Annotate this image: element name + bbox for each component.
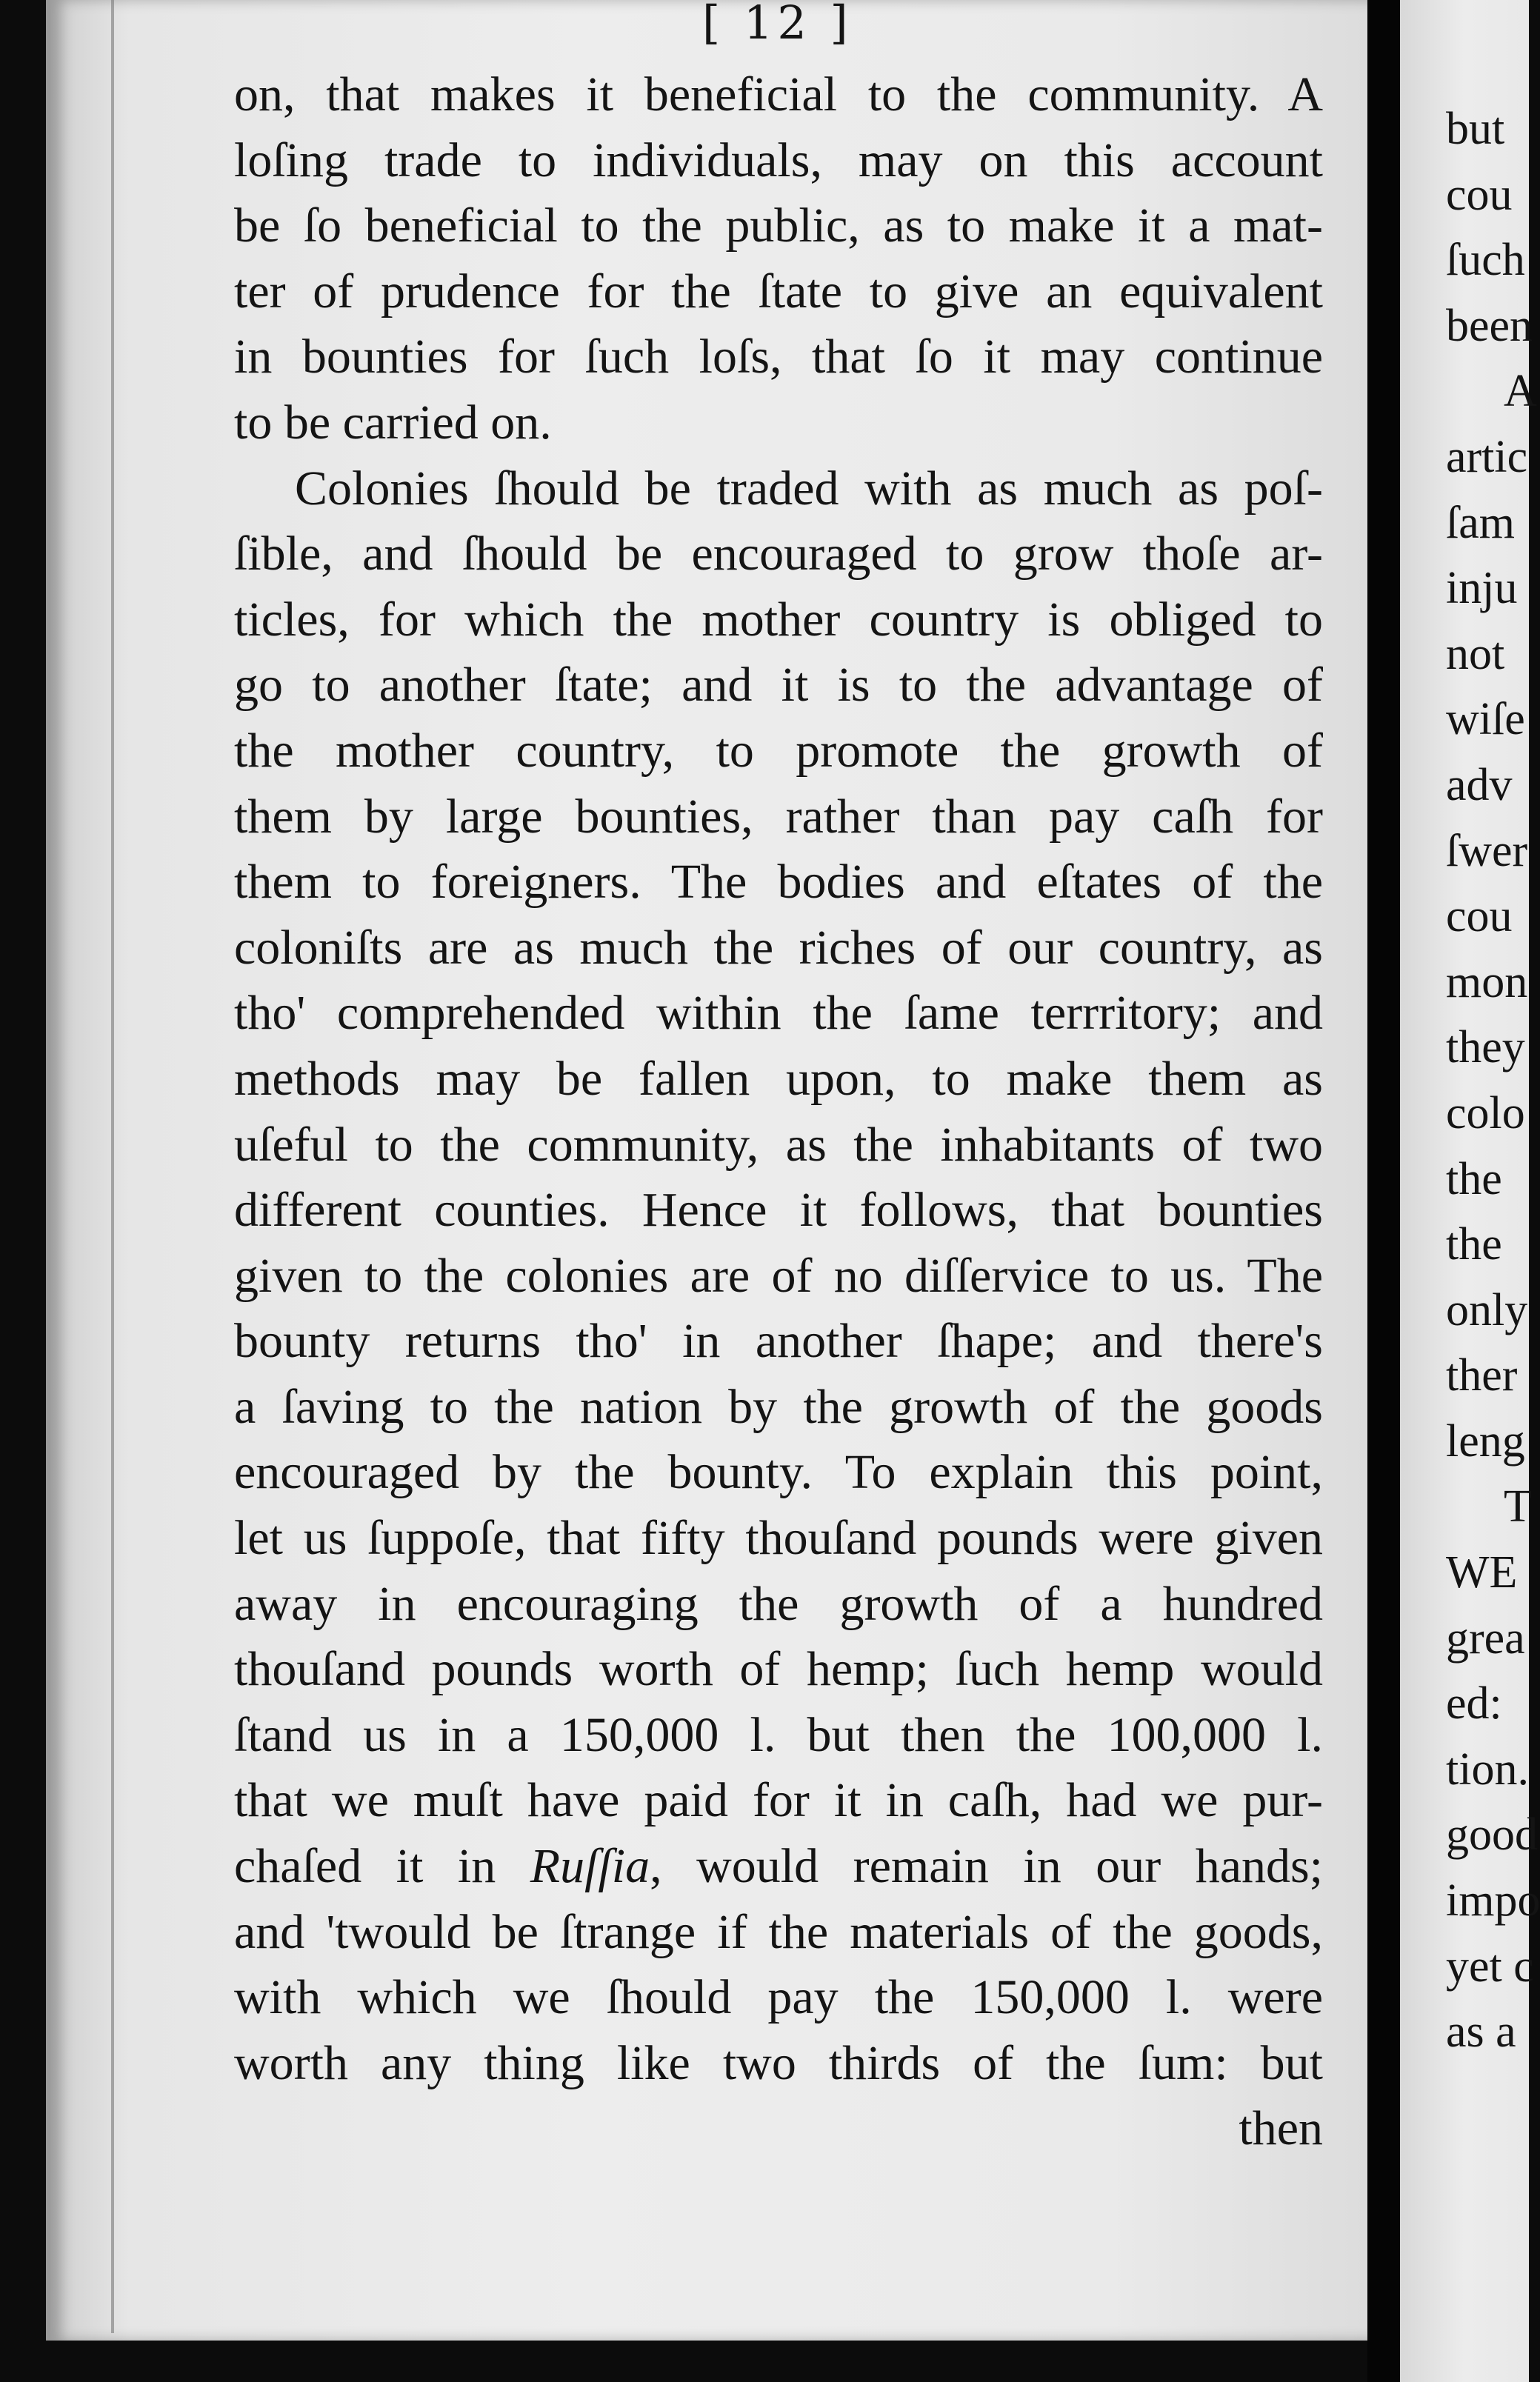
text-line-24: away in encouraging the growth of a hundred — [234, 1576, 1323, 1631]
text-line-8: ſible, and ſhould be encouraged to grow thoſe ar- — [234, 527, 1323, 581]
fragment-line: only — [1446, 1284, 1528, 1335]
fragment-line: A — [1504, 366, 1537, 417]
italic-place-name: Ruſſia — [530, 1839, 650, 1894]
fragment-line: good — [1446, 1809, 1538, 1861]
text-line-27: that we muſt have paid for it in caſh, had we pur- — [234, 1773, 1323, 1828]
text-line-15: tho' comprehended within the ſame terrritory; and — [234, 986, 1323, 1041]
fragment-line: inju — [1446, 563, 1518, 614]
fragment-line: grea — [1446, 1612, 1525, 1664]
text-line-22: encouraged by the bounty. To explain this point, — [234, 1445, 1323, 1500]
text-line-13: them to foreigners. The bodies and eſtates of the — [234, 855, 1323, 910]
text-line-3: be ſo beneficial to the public, as to make it a mat- — [234, 198, 1323, 253]
fragment-line: mon — [1446, 956, 1528, 1007]
text-line-1: on, that makes it beneficial to the community. A — [234, 67, 1323, 121]
text-line-31: worth any thing like two thirds of the ſum: but — [234, 2035, 1323, 2090]
fragment-line: WE — [1446, 1547, 1518, 1598]
fragment-line: the — [1446, 1219, 1502, 1270]
text-line-21: a ſaving to the nation by the growth of the goods — [234, 1379, 1323, 1434]
fragment-line: as a — [1446, 2006, 1516, 2058]
text-line-17: uſeful to the community, as the inhabitants of two — [234, 1117, 1323, 1172]
fragment-line: they — [1446, 1022, 1525, 1073]
fragment-line: T — [1504, 1481, 1532, 1532]
fragment-line: ther — [1446, 1350, 1518, 1401]
fragment-line: ſam — [1446, 497, 1515, 548]
text-line-30: with which we ſhould pay the 150,000 l. were — [234, 1970, 1323, 2025]
book-gutter — [1367, 0, 1400, 2382]
fragment-line: artic — [1446, 431, 1528, 482]
text-line-10: go to another ſtate; and it is to the advantage of — [234, 658, 1323, 713]
text-line-9: ticles, for which the mother country is obliged to — [234, 592, 1323, 647]
fragment-line: ſwer — [1446, 825, 1528, 876]
page-number: [ 12 ] — [702, 0, 853, 50]
text-line-19: given to the colonies are of no diſſervice to us. The — [234, 1248, 1323, 1303]
page-body-text — [234, 62, 1323, 2162]
text-line-26: ſtand us in a 150,000 l. but then the 100,000 l. — [234, 1707, 1323, 1762]
fragment-line: cou — [1446, 169, 1513, 220]
right-page-text-fragments — [1446, 96, 1540, 2065]
left-page — [46, 0, 1372, 2341]
catchword: then — [1239, 2101, 1323, 2156]
text-line-28: chaſed it in Ruſſia, would remain in our hands; — [234, 1839, 1324, 1894]
page-spine-shadow — [111, 0, 114, 2333]
fragment-line: but — [1446, 104, 1505, 154]
text-line-7: Colonies ſhould be traded with as much as poſ- — [295, 461, 1323, 516]
text-line-4: ter of prudence for the ſtate to give an equivalent — [234, 264, 1323, 318]
fragment-line: colo — [1446, 1087, 1525, 1138]
fragment-line: tion. — [1446, 1744, 1529, 1795]
text-line-2: loſing trade to individuals, may on this account — [234, 133, 1323, 187]
fragment-line: ed: — [1446, 1678, 1502, 1729]
fragment-line: wiſe — [1446, 694, 1525, 745]
text-line-5: in bounties for ſuch loſs, that ſo it may continue — [234, 330, 1323, 384]
fragment-line: leng — [1446, 1415, 1525, 1467]
fragment-line: the — [1446, 1153, 1502, 1204]
text-line-23: let us ſuppoſe, that fifty thouſand pounds were given — [234, 1511, 1323, 1566]
text-line-29: and 'twould be ſtrange if the materials of the goods, — [234, 1904, 1323, 1959]
text-line-11: the mother country, to promote the growth of — [234, 723, 1323, 778]
right-page-edge — [1400, 0, 1540, 2382]
text-line-12: them by large bounties, rather than pay caſh for — [234, 789, 1323, 844]
fragment-line: adv — [1446, 759, 1513, 810]
text-line-14: coloniſts are as much the riches of our country, as — [234, 920, 1323, 975]
text-line-6: to be carried on. — [234, 395, 552, 450]
text-line-16: methods may be fallen upon, to make them as — [234, 1051, 1323, 1106]
text-line-20: bounty returns tho' in another ſhape; and there's — [234, 1314, 1323, 1369]
fragment-line: impo — [1446, 1875, 1540, 1926]
fragment-line: ſuch — [1446, 235, 1525, 286]
text-line-25: thouſand pounds worth of hemp; ſuch hemp would — [234, 1642, 1323, 1697]
fragment-line: yet c — [1446, 1941, 1534, 1992]
fragment-line: cou — [1446, 891, 1513, 942]
fragment-line: been — [1446, 300, 1533, 351]
fragment-line: not — [1446, 628, 1505, 679]
text-line-18: different counties. Hence it follows, that bounties — [234, 1183, 1323, 1238]
